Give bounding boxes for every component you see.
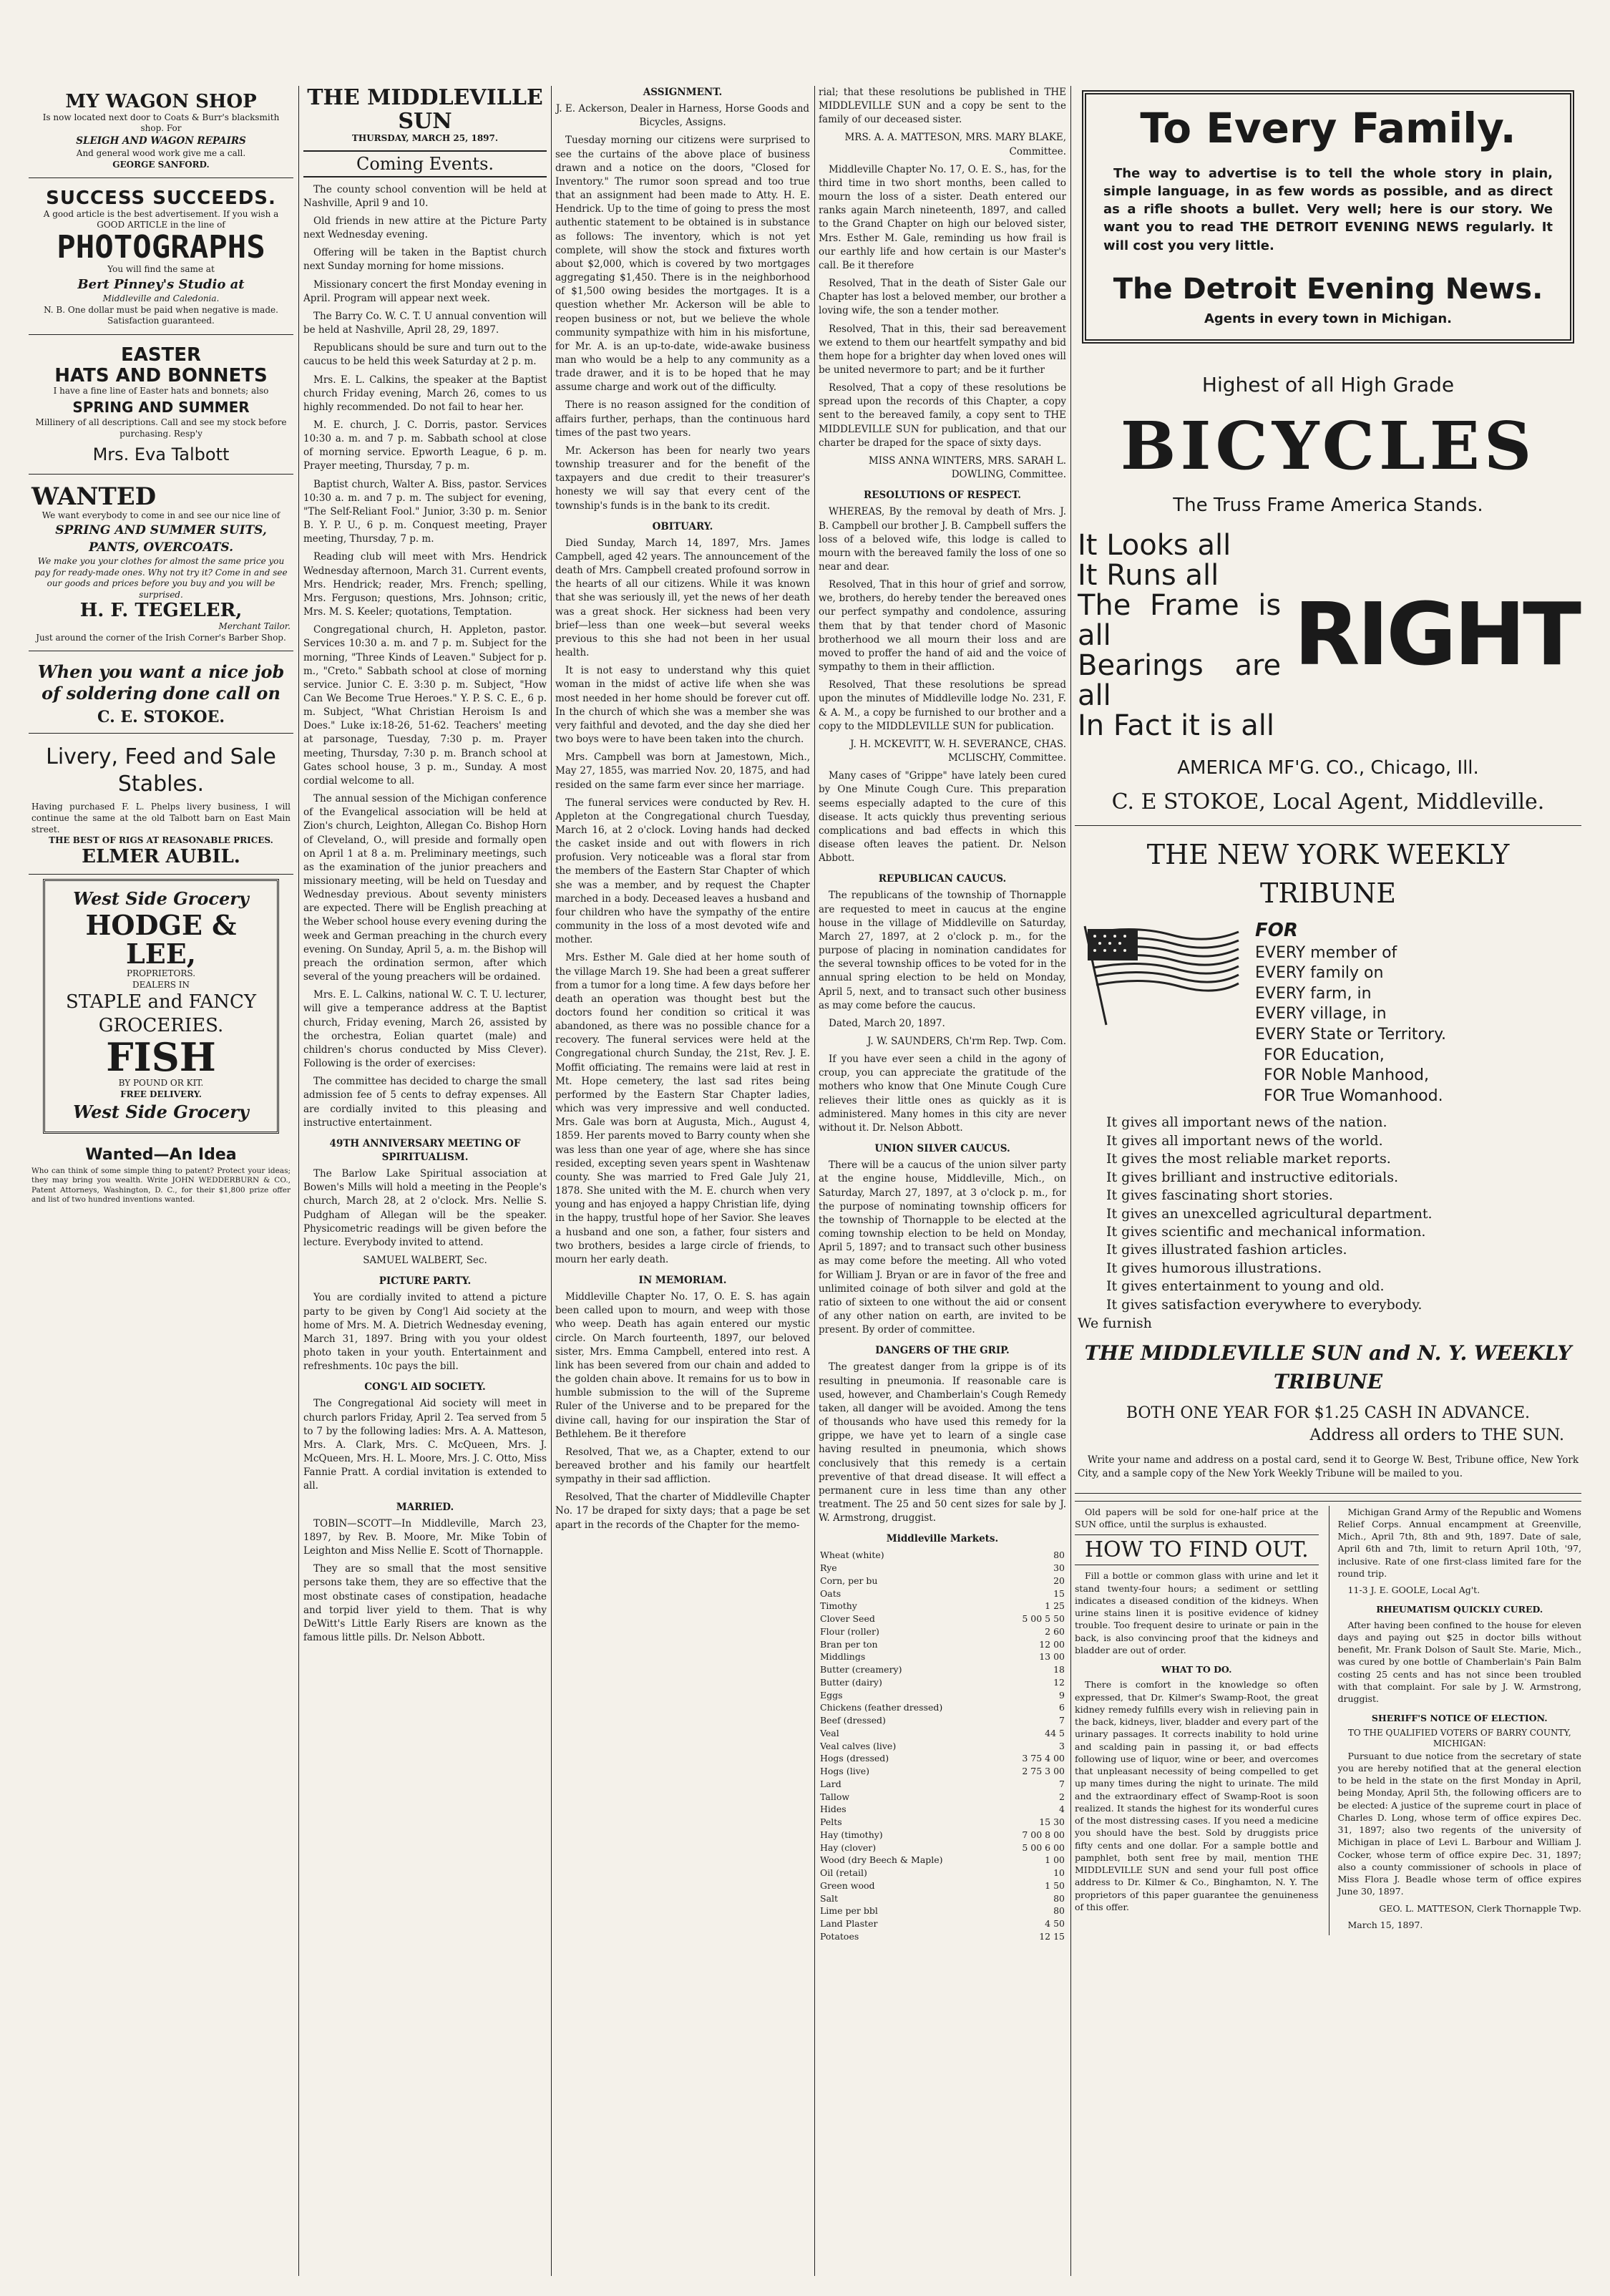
livery-text: Having purchased F. L. Phelps livery business, I will continue the same at the old Talbott barn on East Main street. [31,802,291,835]
market-row [819,1549,1066,1562]
market-item: Rye [820,1562,837,1574]
market-price: 1 50 [1045,1879,1065,1891]
pills-text: They are so small that the most sensitive persons take them, they are so effective that the most obstinate cases of constipation, headache and torpid liver yield to them. That is why DeWitt's Little Early Risers are known as the famous little pills. Dr. Nelson Abbott. [303,1563,547,1643]
market-price: 10 [1053,1867,1065,1879]
assignment-title: ASSIGNMENT. [643,87,723,98]
market-item: Hay (clover) [820,1842,877,1853]
market-item: Oil (retail) [820,1867,867,1879]
american-flag-icon [1078,919,1242,1026]
market-price: 30 [1053,1562,1065,1574]
both-price: BOTH ONE YEAR FOR $1.25 CASH IN ADVANCE. [1126,1404,1531,1422]
market-item: Potatoes [820,1930,859,1942]
gives-line: It gives an unexcelled agricultural department. [1106,1205,1433,1222]
market-row [819,1676,1066,1689]
market-item: Flour (roller) [820,1625,879,1637]
resolution-signature: MRS. A. A. MATTESON, MRS. MARY BLAKE, Committee. [844,132,1066,157]
easter-text: I have a fine line of Easter hats and bonnets; also [53,386,269,397]
silver-caucus-text: There will be a caucus of the union silver party at the engine house, Middleville, Mich., on Saturday, March 27, 1897, at 3 o'clock p. m., for the purpose of nominating township officers for the township of Thornapple to be elected at the coming township election to be held on Monday, April 5, 1897; and to transact such other business as may come before the meeting. All who voted for William J. Bryan or are in favor of the free and unlimited coinage of both silver and gold at the ratio of sixteen to one without the aid or consent of any other nation on earth, are invited to be present. By order of committee. [819,1159,1066,1336]
market-price: 20 [1053,1575,1065,1586]
market-row [819,1842,1066,1854]
right-lines [1078,530,1281,741]
bicycles-title: BICYCLES [1120,407,1536,485]
livery-ad [29,738,293,875]
every-line: EVERY State or Territory. [1255,1025,1446,1044]
photos-text: You will find the same at [107,264,215,275]
market-row [819,1829,1066,1842]
sheriff-title: SHERIFF'S NOTICE OF ELECTION. [1371,1713,1548,1724]
markets-title: Middleville Markets. [886,1533,999,1545]
wanted-text: We want everybody to come in and see our nice line of [42,510,280,521]
aid-society-text: The Congregational Aid society will meet in church parlors Friday, April 2. Tea served from 5 to 7 by the following ladies: Mrs. A. A. Matteson, Mrs. A. Clark, Mrs. C. McQueen, Mrs. J. McQueen, Mrs. H. L. Moore, Mrs. J. C. Otto, Miss Fannie Pratt. A cordial invitation is extended to all. [303,1398,547,1492]
market-item: Hides [820,1804,847,1815]
sheriff-sub: TO THE QUALIFIED VOTERS OF BARRY COUNTY, MICHIGAN: [1347,1727,1571,1749]
market-item: Beef (dressed) [820,1715,886,1726]
market-price: 1 25 [1045,1600,1065,1612]
assignment-paragraph: Mr. Ackerson has been for nearly two years township treasurer and for the benefit of the taxpayers and due credit to their treasurer's honesty we will say that every cent of the township's funds is in the bank to its credit. [555,444,810,512]
market-row [819,1917,1066,1930]
tegeler-role: Merchant Tailor. [218,621,291,631]
market-row [819,1701,1066,1714]
america-mfg: AMERICA MF'G. CO., Chicago, Ill. [1177,757,1479,779]
market-price: 80 [1053,1892,1065,1904]
market-item: Hogs (dressed) [820,1753,889,1764]
column-rule [551,86,552,2276]
market-row [819,1650,1066,1663]
market-price: 1 00 [1045,1854,1065,1866]
tailor-ad [29,479,293,651]
address-orders: Address all orders to THE SUN. [1309,1426,1564,1444]
market-price: 15 [1053,1587,1065,1599]
article-paragraph: Old friends in new attire at the Picture Party next Wednesday evening. [303,215,547,241]
silver-caucus-title: UNION SILVER CAUCUS. [874,1143,1010,1155]
grip-title: DANGERS OF THE GRIP. [875,1345,1010,1357]
market-item: Timothy [820,1600,857,1612]
market-item: Tallow [820,1791,850,1802]
write-text: Write your name and address on a postal card, send it to George W. Best, Tribune office, New York City, and a sample copy of the New York Weekly Tribune will be mailed to you. [1078,1454,1579,1480]
market-row [819,1892,1066,1905]
furnish-label: We furnish [1078,1315,1152,1332]
gives-line: It gives scientific and mechanical information. [1106,1224,1426,1240]
photographs-ad [29,183,293,335]
tribune-ad [1075,830,1581,1494]
column-local-news [303,86,547,2276]
respect-title: RESOLUTIONS OF RESPECT. [864,490,1021,502]
market-price: 12 00 [1039,1638,1065,1650]
free-delivery: FREE DELIVERY. [120,1089,202,1099]
tegeler-name: H. F. TEGELER, [79,600,243,622]
every-line: EVERY family on [1255,964,1384,983]
market-item: Land Plaster [820,1918,878,1930]
market-row [819,1905,1066,1917]
market-price: 3 [1059,1740,1065,1751]
market-price: 13 00 [1039,1651,1065,1663]
find-out-title: HOW TO FIND OUT. [1075,1534,1319,1565]
married-title: MARRIED. [396,1501,454,1513]
millinery-ad [29,339,293,475]
column-rule [1070,86,1071,2276]
market-item: Butter (creamery) [820,1664,902,1675]
market-price: 2 [1059,1791,1065,1802]
detroit-news-ad [1082,90,1574,344]
market-item: Pelts [820,1816,842,1828]
chapter-paragraph: Middleville Chapter No. 17, O. E. S., has, for the third time in two short months, been called to mourn the loss of a sister. Death entered our ranks again March nineteenth, 1897, and called to the Grand Chapter on high our beloved sister, Mrs. Esther M. Gale, reminding us how frail is our earthly life and how certain is our Master's call. Be it therefore [819,163,1066,271]
market-row [819,1625,1066,1638]
market-price: 5 00 5 50 [1022,1613,1065,1625]
right-block [1078,530,1579,741]
grippe-text: Many cases of "Grippe" have lately been cured by One Minute Cough Cure. This preparation seems especially adapted to the cure of this disease. It acts quickly thus preventing serious complications and bad effects in which this disease often leaves the patient. Dr. Nelson Abbott. [819,770,1066,865]
market-price: 15 30 [1039,1816,1065,1828]
spring-text: Millinery of all descriptions. Call and see my stock before purchasing. Resp'y [35,417,287,439]
market-price: 12 [1053,1676,1065,1688]
croup-text: If you have ever seen a child in the agony of croup, you can appreciate the gratitude of the mothers who know that One Minute Cough Cure relieves their little ones as quickly as it is administered. Many homes in this city are never without it. Dr. Nelson Abbott. [819,1054,1066,1134]
market-item: Chickens (feather dressed) [820,1702,943,1713]
wagon-shop-ad [29,86,293,178]
for-list [1264,1046,1579,1107]
market-row [819,1740,1066,1753]
every-line: EVERY village, in [1255,1005,1387,1023]
family-text: The way to advertise is to tell the whole story in plain, simple language, in as few words as possible, and as direct as a rifle shoots a bullet. Very well; here is our story. We want you to read THE DETROIT EVENING NEWS regularly. It will cost you very little. [1103,165,1553,253]
market-row [819,1930,1066,1943]
article-paragraph: The annual session of the Michigan conference of the Evangelical association will be held at Zion's church, Leighton, Allegan Co. Bishop Horn of Cleveland, O., will preside and formally open on April 1 at 8 a. m. Preliminary meetings, such as the examination of the junior preachers and missionary meeting, will be held on Tuesday and Wednesday previous. About seventy ministers are expected. There will be English preaching at the Weber school house every evening during the week and German preaching in the church every evening. On Sunday, April 5, a. m. the Bishop will preach the ordination sermon, after which several of the young preachers will be ordained. [303,793,547,983]
market-price: 6 [1059,1702,1065,1713]
obituary-paragraph: Mrs. Esther M. Gale died at her home south of the village March 19. She had been a great sufferer from a tumor for a long time. A few days before her death an operation was thought best but the doctors found her condition so critical it was abandoned, as there was no possible chance for a recovery. The funeral services were held at the Congregational church Sunday, the 21st, Rev. J. E. Moffit officiating. The remains were laid at rest in Mt. Hope cemetery, the last sad rites being performed by the Eastern Star Chapter ladies, which was very impressive and well conducted. Mrs. Gale was born at Augusta, Mich., August 4, 1859. Her parents moved to Barry county when she was less than one year of age, where she has since resided, excepting seven years spent in Washtenaw county. She was married to Fred Gale July 21, 1878. She united with the M. E. church when very young and has enjoyed a happy Christian life, dying in the happy, trustful hope of her Savior. She leaves a husband and one son, a father, four sisters and two brothers, besides a large circle of friends, to mourn her early death. [555,952,810,1265]
memoriam-title: IN MEMORIAM. [638,1274,727,1286]
article-paragraph: Mrs. E. L. Calkins, the speaker at the Baptist church Friday evening, March 26, comes to us highly recommended. Do not fail to hear her. [303,374,547,413]
bottom-columns [1075,1501,1581,1936]
market-row [819,1752,1066,1765]
for-line: FOR True Womanhood. [1264,1086,1443,1105]
spiritualism-title: 49TH ANNIVERSARY MEETING OF SPIRITUALISM. [329,1137,521,1163]
market-item: Clover Seed [820,1613,875,1625]
gives-line: It gives humorous illustrations. [1106,1260,1322,1276]
chapter-paragraph: Resolved, That in the death of Sister Gale our Chapter has lost a beloved member, our brother a loving wife, the son a tender mother. [819,278,1066,317]
success-text: A good article is the best advertisement. If you wish a GOOD ARTICLE in the line of [43,208,279,230]
idea-title: Wanted—An Idea [85,1146,237,1164]
market-item: Corn, per bu [820,1575,878,1586]
market-price: 44 5 [1045,1727,1065,1738]
memoriam-paragraph: Resolved, That we, as a Chapter, extend to our bereaved brother and his family our heartfelt sympathy in their sad affliction. [555,1446,810,1486]
gives-line: It gives all important news of the world. [1106,1132,1383,1149]
article-paragraph: The Barry Co. W. C. T. U annual convention will be held at Nashville, April 28, 29, 1897. [303,310,547,336]
picture-party-text: You are cordially invited to attend a picture party to be given by Cong'l Aid society at the home of Mrs. M. A. Dietrich Wednesday evening, March 31, 1897. Bring with you your oldest photo taken in your youth. Entertainment and refreshments. 10c pays the bill. [303,1292,547,1373]
assignment-paragraph: There is no reason assigned for the condition of affairs further, perhaps, than the continuous hard times of the past two years. [555,399,810,439]
eva-talbott: Mrs. Eva Talbott [92,444,230,465]
respect-signature: J. H. MCKEVITT, W. H. SEVERANCE, CHAS. MCLISCHY, Committee. [850,738,1066,764]
masthead-title: THE MIDDLEVILLE SUN [307,86,543,134]
assignment-paragraph: Tuesday morning our citizens were surprised to see the curtains of the above place of business drawn and a notice on the doors, "Closed for Inventory." The rumor soon spread and too true that an assignment had been made to Atty. H. E. Hendrick. Up to the time of going to press the most authentic statement to be obtained is in substance as follows: The inventory, which is not yet complete, will show the stock and fixtures worth about $2,000, which is covered by two mortgages aggregating $1,450. There is in the neighborhood of $1,500 owing besides the mortgages. It is a question whether Mr. Ackerson will be able to reopen business or not, but we believe the whole community sympathize with him in his misfortune, for Mr. A. is an up-to-date, wide-awake business man who would be a help to any community as a trade drawer, and it is to be hoped that he may assume charge and work out of the difficulty. [555,135,810,394]
market-item: Middlings [820,1651,866,1663]
family-title: To Every Family. [1140,104,1516,152]
right-line: The Frame is all [1078,589,1282,653]
column-assignment [555,86,810,2276]
market-row [819,1612,1066,1625]
gar-text: Michigan Grand Army of the Republic and Womens Relief Corps. Annual encampment at Greenville, Mich., April 7th, 8th and 9th, 1897. Date of sale, April 6th and 7th, limit to return April 10th, '97, inclusive. Rate of one first-class limited fare for the round trip. [1337,1506,1581,1579]
market-item: Bran per ton [820,1638,878,1650]
old-papers-text: Old papers will be sold for one-half price at the SUN office, until the surplus is exhausted. [1075,1506,1319,1529]
caucus-date: Dated, March 20, 1897. [829,1017,945,1029]
for-label: FOR [1255,919,1298,941]
soldering-ad [29,656,293,734]
local-agent: C. E STOKOE, Local Agent, Middleville. [1111,789,1545,815]
chapter-signature: MISS ANNA WINTERS, MRS. SARAH L. DOWLING, Committee. [868,454,1066,481]
market-row [819,1867,1066,1879]
wagon-sub: SLEIGH AND WAGON REPAIRS [76,135,246,147]
idea-ad [29,1138,293,1212]
livery-rigs: THE BEST OF RIGS AT REASONABLE PRICES. [49,835,273,846]
sheriff-text: Pursuant to due notice from the secretary of state you are hereby notified that at the general election to be held in the state on the first Monday in April, being Monday, April 5th, the following officers are to be elected: A justice of the supreme court in place of Charles D. Long, whose term of office expires Dec. 31, 1897; also two regents of the university of Michigan in place of Levi L. Barbour and William J. Cocker, whose term of office expire Dec. 31, 1897; also a county commissioner of schools in place of Miss Flora J. Beadle whose term of office expires June 30, 1897. [1337,1750,1581,1897]
fish-title: FISH [106,1034,216,1081]
market-row [819,1803,1066,1816]
rheumatism-title: RHEUMATISM QUICKLY CURED. [1376,1604,1543,1615]
market-row [819,1879,1066,1892]
article-paragraph: Missionary concert the first Monday evening in April. Program will appear next week. [303,278,547,304]
market-price: 4 50 [1045,1918,1065,1930]
market-price: 80 [1053,1905,1065,1917]
market-row [819,1854,1066,1867]
obituary-paragraph: It is not easy to understand why this quiet woman in the midst of active life when she was most needed in her home should be forever cut off. In the church of which she was a member she was very faithful and devoted, and the day she died her two boys were to have been taken into the church. [555,665,810,746]
grip-text: The greatest danger from la grippe is of its resulting in pneumonia. If reasonable care is used, however, and Chamberlain's Cough Remedy taken, all danger will be avoided. Among the tens of thousands who have used this remedy for la grippe, we have yet to learn of a single case having resulted in pneumonia, which shows conclusively that this remedy is a certain preventive of that dread disease. It will effect a permanent cure in less time than any other treatment. The 25 and 50 cent sizes for sale by J. W. Armstrong, druggist. [819,1361,1066,1524]
wagon-text2: And general wood work give me a call. [76,147,246,158]
right-line: Bearings are all [1078,649,1282,713]
gives-line: It gives brilliant and instructive editorials. [1106,1169,1399,1185]
newspaper-page [29,86,1581,2276]
market-item: Wheat (white) [820,1550,884,1561]
tribune-flag-row [1078,919,1579,1046]
hodge-lee: HODGE & LEE, [85,909,237,971]
ads-column-left [29,86,293,2276]
idea-text: Who can think of some simple thing to patent? Protect your ideas; they may bring you wealth. Write JOHN WEDDERBURN & CO., Patent Attorneys, Washington, D. C., for their $1,800 prize offer and list of two hundred inventions wanted. [31,1166,291,1205]
gives-line: It gives the most reliable market reports. [1106,1151,1391,1167]
highest-grade: Highest of all High Grade [1201,373,1455,397]
market-row [819,1663,1066,1676]
chapter-paragraph: Resolved, That in this, their sad bereavement we extend to them our heartfelt sympathy and bid them hope for a brighter day when loved ones will be united nevermore to part; and be it further [819,323,1066,376]
market-price: 80 [1053,1550,1065,1561]
for-line: FOR Noble Manhood, [1264,1066,1429,1085]
tribune-title: THE NEW YORK WEEKLY TRIBUNE [1146,838,1510,909]
market-price: 4 [1059,1804,1065,1815]
spring-summer-title: SPRING AND SUMMER [72,398,250,416]
aubil-name: ELMER AUBIL. [82,845,240,867]
soldering-text: When you want a nice job of soldering done call on [37,661,285,704]
coming-events-title: Coming Events. [303,150,547,177]
column-ads-right [1075,86,1581,2276]
article-paragraph: Mrs. E. L. Calkins, national W. C. T. U. lecturer, will give a temperance address at the Baptist church, Friday evening, March 26, assisted by the orchestra, Eolian quartet (male) and children's chorus conducted by Miss Clever). Following is the order of exercises: [303,989,547,1070]
market-row [819,1714,1066,1727]
every-line: EVERY farm, in [1255,984,1372,1003]
obituary-paragraph: The funeral services were conducted by Rev. H. Appleton at the Congregational church Tuesday, March 16, at 2 o'clock. Loving hands had decked the casket inside and out with flowers in rich profusion. Very noticeable was a floral star from the members of the Eastern Star Chapter of which she was a member, and by request the Chapter marched in a body. Deceased leaves a husband and four children who have the sympathy of the entire community in the loss of a most devoted wife and mother. [555,797,810,946]
staple-groceries: STAPLE and FANCY GROCERIES. [65,991,257,1036]
sheriff-signature: GEO. L. MATTESON, Clerk Thornapple Twp. [1379,1902,1581,1914]
suits-title: SPRING AND SUMMER SUITS, PANTS, OVERCOATS. [55,522,267,555]
market-row [819,1765,1066,1778]
market-row [819,1727,1066,1740]
wagon-title: MY WAGON SHOP [65,91,257,112]
article-paragraph: The committee has decided to charge the small admission fee of 5 cents to defray expenses. All are cordially invited to this pleasing and instructive entertainment. [303,1076,547,1129]
right-word: RIGHT [1294,585,1579,686]
right-line: It Runs all [1078,559,1219,593]
memoriam-paragraph: Middleville Chapter No. 17, O. E. S. has again been called upon to mourn, and weep with those who weep. Death has again entered our mystic circle. On March fourteenth, 1897, our beloved sister, Mrs. Emma Campbell, entered into rest. A link has been severed from our chain and added to the golden chain above. It remains for us to bow in humble submission to the will of the Supreme Ruler of the Universe and to be prepared for the divine call, having for our inspiration the Star of Bethlehem. Be it therefore [555,1291,810,1440]
market-price: 12 15 [1039,1930,1065,1942]
gives-line: It gives all important news of the nation. [1106,1114,1387,1131]
market-item: Butter (dairy) [820,1676,882,1688]
market-item: Hogs (live) [820,1766,870,1777]
column-rule [814,86,815,2276]
market-item: Green wood [820,1879,875,1891]
market-price: 2 60 [1045,1625,1065,1637]
gives-line: It gives illustrated fashion articles. [1106,1242,1347,1258]
market-price: 3 75 4 00 [1022,1753,1065,1764]
spiritualism-sig: SAMUEL WALBERT, Sec. [363,1255,487,1267]
aid-society-title: CONG'L AID SOCIETY. [364,1381,486,1393]
market-item: Lard [820,1778,841,1789]
caucus-title: REPUBLICAN CAUCUS. [878,873,1007,885]
easter-title: EASTER [120,344,202,366]
market-price: 5 00 6 00 [1022,1842,1065,1853]
picture-party-title: PICTURE PARTY. [379,1275,472,1288]
market-item: Oats [820,1587,841,1599]
what-to-do-text: There is comfort in the knowledge so often expressed, that Dr. Kilmer's Swamp-Root, the great kidney remedy fulfills every wish in relieving pain in the back, kidneys, liver, bladder and every part of the urinary passages. It corrects inability to hold urine and scalding pain in passing it, or bad effects following use of liquor, wine or beer, and overcomes that unpleasant necessity of being compelled to get up many times during the night to urinate. The mild and the extraordinary effect of Swamp-Root is soon realized. It stands the highest for its wonderful cures of the most distressing cases. If you need a medicine you should have the best. Sold by druggists price fifty cents and one dollar. For a sample bottle and pamphlet, both sent free by mail, mention THE MIDDLEVILLE SUN and send your full post office address to Dr. Kilmer & Co., Binghamton, N. Y. The proprietors of this paper guarantee the genuineness of this offer. [1075,1679,1319,1912]
news-sub: Agents in every town in Michigan. [1204,311,1453,326]
market-row [819,1575,1066,1587]
respect-paragraph: Resolved, That these resolutions be spread upon the minutes of Middleville lodge No. 231, F. & A. M., a copy be furnished to our brother and a copy to the MIDDLEVILLE SUN for publication. [819,679,1066,732]
obituary-title: OBITUARY. [652,520,713,532]
rheumatism-text: After having been confined to the house for eleven days and paying out $25 in doctor bills without benefit, Mr. Frank Dolson of Sault Ste. Marie, Mich., was cured by one bottle of Chamberlain's Pain Balm costing 25 cents and has not since been troubled with that complaint. For sale by J. W. Armstrong, druggist. [1337,1619,1581,1705]
respect-paragraph: Resolved, That in this hour of grief and sorrow, we, brothers, do hereby tender the bereaved ones our perfect sympathy and condolence, assuring them that by that tender chord of Masonic brotherhood we all mourn their loss and are moved to proffer the hand of aid and the voice of sympathy to them in their affliction. [819,579,1066,673]
article-paragraph: Congregational church, H. Appleton, pastor. Services 10:30 a. m. and 7 p. m. Subject for the morning, "Three Kinds of Leaven." Subject for p. m., "Creto." Sabbath school at close of morning service. Junior C. E. 3:30 p. m. Subject, "How Can We Become True Heroes." Y. P. S. C. E., 6 p. m. Subject, "What Christian Heroism Is and Does." Luke ix:18-26, 51-62. Teachers' meeting at parsonage, Tuesday, 7:30 p. m. Prayer meeting, Thursday, 7:30 p. m. Branch school at Gates school house, 3 p. m., Sunday. A most cordial welcome to all. [303,624,547,787]
dealers-in: DEALERS IN [132,979,190,990]
article-paragraph: Offering will be taken in the Baptist church next Sunday morning for home missions. [303,247,547,273]
market-price: 7 00 8 00 [1022,1829,1065,1840]
news-title: The Detroit Evening News. [1113,272,1543,306]
grocery-ad [43,879,279,1134]
market-price: 7 [1059,1778,1065,1789]
every-list [1255,919,1446,1046]
hodge-role: PROPRIETORS. [126,968,196,979]
success-title: SUCCESS SUCCEEDS. [46,188,276,210]
livery-title: Livery, Feed and Sale Stables. [46,744,276,797]
tegeler-location: Just around the corner of the Irish Corner's Barber Shop. [36,632,286,643]
wagon-sig: GEORGE SANFORD. [112,159,210,170]
article-paragraph: The county school convention will be held at Nashville, April 9 and 10. [303,183,547,209]
studio-name: Bert Pinney's Studio at [77,276,245,292]
gar-signature: 11-3 J. E. GOOLE, Local Ag't. [1347,1585,1480,1596]
market-item: Veal calves (live) [820,1740,897,1751]
obituary-paragraph: Mrs. Campbell was born at Jamestown, Mich., May 27, 1855, was married Nov. 20, 1875, and had resided on the same farm ever since her marriage. [555,751,810,791]
market-price: 2 75 3 00 [1022,1766,1065,1777]
spiritualism-text: The Barlow Lake Spiritual association at Bowen's Mills will hold a meeting in the People's church, March 28, at 2 o'clock. Mrs. Nellie S. Pudgham of Allegan will be the speaker. Physicometric readings will be given before the lecture. Everybody invited to attend. [303,1168,547,1248]
market-item: Salt [820,1892,839,1904]
sheriff-date: March 15, 1897. [1347,1919,1423,1930]
what-to-do-title: WHAT TO DO. [1161,1664,1232,1675]
market-item: Veal [820,1727,839,1738]
market-row [819,1638,1066,1651]
gives-list [1106,1114,1579,1314]
west-side-footer: West Side Grocery [73,1101,249,1123]
article-paragraph: Baptist church, Walter A. Biss, pastor. Services 10:30 a. m. and 7 p. m. The subject for evening, "The Self-Reliant Fool." Junior, 3:30 p. m. Senior B. Y. P. U., 6 p. m. Conquest meeting, Prayer meeting, Thursday, 7 p. m. [303,478,547,545]
article-paragraph: M. E. church, J. C. Dorris, pastor. Services 10:30 a. m. and 7 p. m. Sabbath school at close of morning service. Epworth League, 6 p. m. Prayer meeting, Thursday, 7 p. m. [303,419,547,472]
truss-frame: The Truss Frame America Stands. [1173,495,1483,517]
find-out-text: Fill a bottle or common glass with urine and let it stand twenty-four hours; a sediment or settling indicates a diseased condition of the kidneys. When urine stains linen it is positive evidence of kidney trouble. Too frequent desire to urinate or pain in the back, is also convincing proof that the kidneys and bladder are out of order. [1075,1570,1319,1655]
market-price: 7 [1059,1715,1065,1726]
article-paragraph: Reading club will meet with Mrs. Hendrick Wednesday afternoon, March 31. Current events, Mrs. Hendrick; reader, Mrs. French; spelling, Mrs. Ferguson; questions, Mrs. Johnson; critic, Mrs. M. S. Keeler; quotations, Temptation. [303,551,547,618]
article-paragraph: Republicans should be sure and turn out to the caucus to be held this week Saturday at 2 p. m. [303,342,547,368]
masthead-date: THURSDAY, MARCH 25, 1897. [351,133,499,143]
market-price: 18 [1053,1664,1065,1675]
caucus-text: The republicans of the township of Thornapple are requested to meet in caucus at the engine house in the village of Middleville on Saturday, March 27, 1897, at 2 o'clock p. m., for the purpose of placing in nomination candidates for the several township offices to be voted for in the annual spring election to be held on Monday, April 5, next, and to transact such other business as may come before the caucus. [819,890,1066,1011]
memoriam-paragraph: Resolved, That the charter of Middleville Chapter No. 17 be draped for sixty days; that a page be set apart in the records of the Chapter for the memo- [555,1492,810,1531]
market-item: Lime per bbl [820,1905,878,1917]
hats-bonnets: HATS AND BONNETS [54,364,268,386]
studio-location: Middleville and Caledonia. [102,293,220,304]
suits-text: We make you your clothes for almost the same price you pay for ready-made ones. Why not try it? Come in and see our goods and prices before you buy and you will be surprised. [34,555,288,600]
studio-note: N. B. One dollar must be paid when negative is made. Satisfaction guaranteed. [44,304,278,326]
market-price: 9 [1059,1689,1065,1701]
right-line: In Fact it is all [1078,709,1275,743]
gives-line: It gives satisfaction everywhere to everybody. [1106,1296,1423,1313]
assignment-head: J. E. Ackerson, Dealer in Harness, Horse Goods and Bicycles, Assigns. [555,103,810,129]
gives-line: It gives entertainment to young and old. [1106,1278,1385,1295]
gives-line: It gives fascinating short stories. [1106,1187,1333,1204]
market-row [819,1778,1066,1791]
combo-offer: THE MIDDLEVILLE SUN and N. Y. WEEKLY TRIBUNE [1084,1341,1572,1394]
bottom-left-column [1075,1506,1319,1936]
resolution-continued: rial; that these resolutions be published in THE MIDDLEVILLE SUN and a copy be sent to the family of our deceased sister. [819,87,1066,126]
west-side-title: West Side Grocery [73,888,249,910]
right-line: It Looks all [1078,529,1231,563]
market-row [819,1791,1066,1804]
market-item: Hay (timothy) [820,1829,883,1840]
markets-table [819,1549,1066,1942]
caucus-signature: J. W. SAUNDERS, Ch'rm Rep. Twp. Com. [867,1036,1066,1047]
market-item: Wood (dry Beech & Maple) [820,1854,943,1866]
column-rule [298,86,299,2276]
every-line: EVERY member of [1255,943,1397,962]
market-row [819,1689,1066,1702]
obituary-paragraph: Died Sunday, March 14, 1897, Mrs. James Campbell, aged 42 years. The announcement of the death of Mrs. Campbell created profound sorrow in the hearts of all our citizens. While it was known that she was seriously ill, yet the news of her death was a great shock. Her sickness had been very brief—less than one week—but several weeks previous to this she had not been in her usual health. [555,537,810,659]
bicycles-ad [1075,355,1581,826]
for-line: FOR Education, [1264,1046,1385,1064]
wanted-title: WANTED [31,482,157,512]
married-text: TOBIN—SCOTT—In Middleville, March 23, 1897, by Rev. B. Moore, Mr. Mike Tobin of Leighton and Miss Nellie E. Scott of Thornapple. [303,1517,547,1557]
chapter-paragraph: Resolved, That a copy of these resolutions be spread upon the records of this Chapter, a copy sent to the bereaved family, a copy sent to THE MIDDLEVILLE SUN for publication, and that our charter be draped for the space of sixty days. [819,382,1066,449]
market-row [819,1816,1066,1829]
wagon-text: Is now located next door to Coats & Burr's blacksmith shop. For [42,112,280,134]
market-row [819,1600,1066,1612]
bottom-right-column [1329,1506,1582,1936]
respect-paragraph: WHEREAS, By the removal by death of Mrs. J. B. Campbell our brother J. B. Campbell suffers the loss of a beloved wife, this lodge is called to mourn with the bereaved family the loss of one so near and dear. [819,506,1066,573]
market-row [819,1562,1066,1575]
column-resolutions [819,86,1066,2276]
market-item: Eggs [820,1689,843,1701]
photographs-title: PHOTOGRAPHS [57,228,265,266]
stokoe-name: C. E. STOKOE. [97,708,225,727]
fish-sub: BY POUND OR KIT. [118,1078,204,1089]
market-row [819,1587,1066,1600]
